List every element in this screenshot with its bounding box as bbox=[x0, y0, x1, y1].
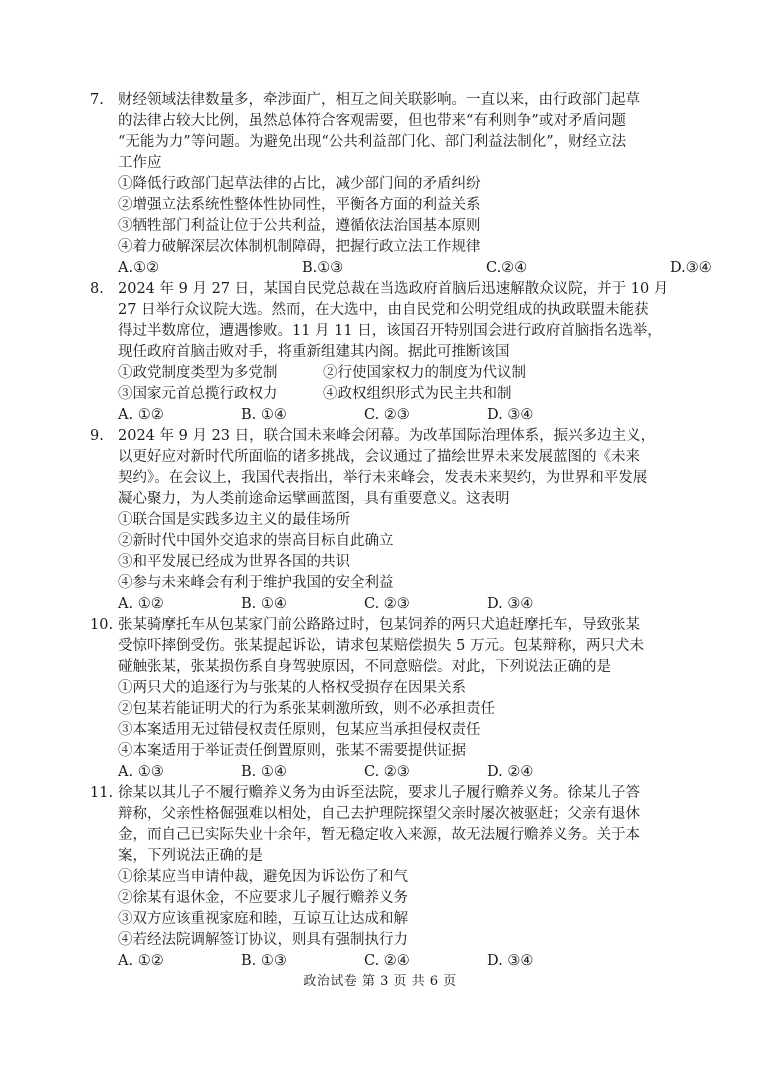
option-b[interactable]: B. ①④ bbox=[241, 764, 287, 780]
question-8 bbox=[90, 279, 680, 426]
statement-4: ④若经法院调解签订协议，则具有强制执行力 bbox=[118, 932, 408, 948]
option-c[interactable]: C. ②③ bbox=[364, 596, 410, 612]
statement-1: ①徐某应当申请仲裁，避免因为诉讼伤了和气 bbox=[118, 869, 408, 885]
question-number: 8. bbox=[90, 281, 104, 297]
question-stem-line bbox=[90, 90, 680, 111]
option-d[interactable]: D. ③④ bbox=[487, 407, 534, 423]
option-b[interactable]: B. ①④ bbox=[241, 596, 287, 612]
question-stem: 契约》。在会议上，我国代表指出，举行未来峰会，发表未来契约，为世界和平发展 bbox=[118, 470, 648, 486]
option-c[interactable]: C. ②③ bbox=[364, 764, 410, 780]
statement-4: ④参与未来峰会有利于维护我国的安全利益 bbox=[118, 575, 394, 591]
question-stem: 2024 年 9 月 27 日，某国自民党总裁在当选政府首脑后迅速解散众议院，并于 10 月 bbox=[118, 281, 669, 297]
question-stem: 凝心聚力，为人类前途命运擘画蓝图，具有重要意义。这表明 bbox=[118, 491, 510, 507]
question-11 bbox=[90, 783, 680, 972]
answer-options bbox=[90, 405, 680, 426]
question-7 bbox=[90, 90, 712, 279]
statement-1: ①联合国是实践多边主义的最佳场所 bbox=[118, 512, 350, 528]
question-stem: 金，而自己已实际失业十余年，暂无稳定收入来源，故无法履行赡养义务。关于本 bbox=[118, 827, 640, 843]
answer-options bbox=[90, 951, 680, 972]
statement-1: ①两只犬的追逐行为与张某的人格权受损存在因果关系 bbox=[118, 680, 466, 696]
option-a[interactable]: A. ①② bbox=[118, 596, 164, 612]
statement-2: ②增强立法系统性整体性协同性，平衡各方面的利益关系 bbox=[118, 197, 481, 213]
option-d[interactable]: D.③④ bbox=[670, 260, 712, 276]
option-b[interactable]: B. ①④ bbox=[241, 407, 287, 423]
question-stem: 27 日举行众议院大选。然而，在大选中，由自民党和公明党组成的执政联盟未能获 bbox=[118, 302, 649, 318]
question-stem-line bbox=[90, 279, 680, 300]
option-a[interactable]: A. ①② bbox=[118, 953, 164, 969]
question-stem: 财经领域法律数量多，牵涉面广，相互之间关联影响。一直以来，由行政部门起草 bbox=[118, 92, 640, 108]
option-b[interactable]: B.①③ bbox=[302, 260, 344, 276]
question-stem: 工作应 bbox=[118, 155, 162, 171]
statement-3: ③和平发展已经成为世界各国的共识 bbox=[118, 554, 350, 570]
statement-2: ②新时代中国外交追求的崇高目标自此确立 bbox=[118, 533, 394, 549]
option-c[interactable]: C.②④ bbox=[486, 260, 528, 276]
option-d[interactable]: D. ③④ bbox=[487, 953, 534, 969]
question-number: 11. bbox=[90, 785, 114, 801]
option-a[interactable]: A.①② bbox=[118, 260, 160, 276]
statement-4: ④着力破解深层次体制机制障碍，把握行政立法工作规律 bbox=[118, 239, 481, 255]
statement-2: ②行使国家权力的制度为代议制 bbox=[323, 365, 526, 381]
statement-2: ②徐某有退休金，不应要求儿子履行赡养义务 bbox=[118, 890, 408, 906]
statement-3: ③双方应该重视家庭和睦，互谅互让达成和解 bbox=[118, 911, 408, 927]
answer-options bbox=[90, 762, 680, 783]
statement-3: ③本案适用无过错侵权责任原则，包某应当承担侵权责任 bbox=[118, 722, 481, 738]
statement-4: ④政权组织形式为民主共和制 bbox=[323, 386, 512, 402]
question-stem-line bbox=[90, 426, 680, 447]
statement-grid bbox=[90, 363, 680, 405]
statement-1: ①降低行政部门起草法律的占比，减少部门间的矛盾纠纷 bbox=[118, 176, 481, 192]
question-stem: 碰触张某，张某损伤系自身驾驶原因，不同意赔偿。对此，下列说法正确的是 bbox=[118, 659, 611, 675]
question-stem: 现任政府首脑击败对手，将重新组建其内阁。据此可推断该国 bbox=[118, 344, 510, 360]
option-c[interactable]: C. ②③ bbox=[364, 407, 410, 423]
option-d[interactable]: D. ②④ bbox=[487, 764, 534, 780]
question-stem: 以更好应对新时代所面临的诸多挑战，会议通过了描绘世界未来发展蓝图的《未来 bbox=[118, 449, 640, 465]
question-stem-line bbox=[90, 783, 680, 804]
question-stem: 受惊吓摔倒受伤。张某提起诉讼，请求包某赔偿损失 5 万元。包某辩称，两只犬未 bbox=[118, 638, 644, 654]
answer-options bbox=[90, 594, 680, 615]
statement-2: ②包某若能证明犬的行为系张某刺激所致，则不必承担责任 bbox=[118, 701, 495, 717]
question-stem: 2024 年 9 月 23 日，联合国未来峰会闭幕。为改革国际治理体系，振兴多边主义， bbox=[118, 428, 656, 444]
option-a[interactable]: A. ①③ bbox=[118, 764, 164, 780]
page-footer: 政治试卷 第 3 页 共 6 页 bbox=[303, 974, 457, 989]
question-stem: 辩称，父亲性格倔强难以相处，自己去护理院探望父亲时屡次被驱赶；父亲有退休 bbox=[118, 806, 640, 822]
option-c[interactable]: C. ②④ bbox=[364, 953, 410, 969]
question-9 bbox=[90, 426, 680, 615]
question-stem: 案，下列说法正确的是 bbox=[118, 848, 263, 864]
option-a[interactable]: A. ①② bbox=[118, 407, 164, 423]
question-number: 10. bbox=[90, 617, 114, 633]
question-stem: “无能为力”等问题。为避免出现“公共利益部门化、部门利益法制化”，财经立法 bbox=[118, 134, 627, 150]
question-number: 9. bbox=[90, 428, 104, 444]
question-number: 7. bbox=[90, 92, 104, 108]
question-stem-line bbox=[90, 615, 680, 636]
question-10 bbox=[90, 615, 680, 783]
option-d[interactable]: D. ③④ bbox=[487, 596, 534, 612]
question-stem: 的法律占较大比例，虽然总体符合客观需要，但也带来“有利则争”或对矛盾问题 bbox=[118, 113, 626, 129]
statement-3: ③牺牲部门利益让位于公共利益，遵循依法治国基本原则 bbox=[118, 218, 481, 234]
statement-3: ③国家元首总揽行政权力 bbox=[118, 386, 278, 402]
option-b[interactable]: B. ①③ bbox=[241, 953, 287, 969]
answer-options bbox=[90, 258, 712, 279]
question-stem: 得过半数席位，遭遇惨败。11 月 11 日，该国召开特别国会进行政府首脑指名选举， bbox=[118, 323, 662, 339]
question-stem: 张某骑摩托车从包某家门前公路路过时，包某饲养的两只犬追赶摩托车，导致张某 bbox=[118, 617, 640, 633]
question-stem: 徐某以其儿子不履行赡养义务为由诉至法院，要求儿子履行赡养义务。徐某儿子答 bbox=[118, 785, 640, 801]
statement-1: ①政党制度类型为多党制 bbox=[118, 365, 278, 381]
statement-4: ④本案适用于举证责任倒置原则，张某不需要提供证据 bbox=[118, 743, 466, 759]
